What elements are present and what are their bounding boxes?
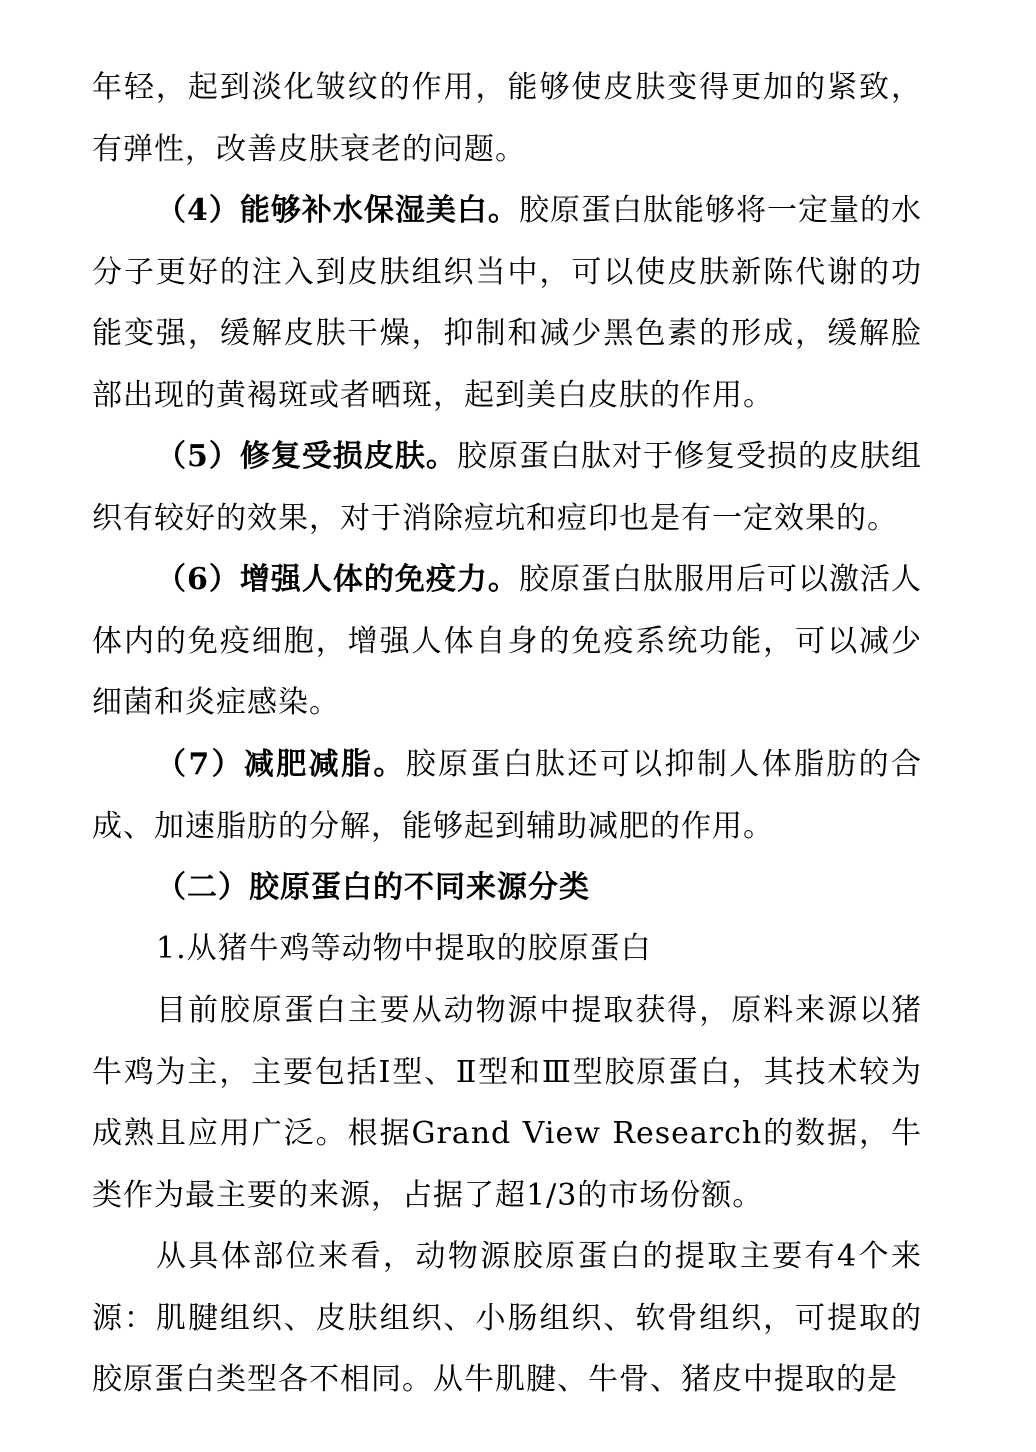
paragraph-heading: （7）减肥减脂。	[156, 747, 406, 782]
paragraph-immunity	[92, 549, 922, 734]
paragraph-repair-skin	[92, 426, 922, 549]
paragraph-text: 胶原蛋白肽服用后可以激活人体内的免疫细胞，增强人体自身的免疫系统功能，可以减少细菌和炎症感染。	[92, 562, 922, 720]
paragraph-heading: （6）增强人体的免疫力。	[156, 562, 519, 597]
section-heading: （二）胶原蛋白的不同来源分类	[156, 870, 590, 905]
paragraph-extraction-parts	[92, 1226, 922, 1411]
paragraph-text: 年轻，起到淡化皱纹的作用，能够使皮肤变得更加的紧致，有弹性，改善皮肤衰老的问题。	[92, 70, 922, 167]
paragraph-animal-sources	[92, 980, 922, 1226]
paragraph-weight-loss	[92, 734, 922, 857]
paragraph-heading: （4）能够补水保湿美白。	[156, 193, 519, 228]
paragraph-text: 胶原蛋白肽还可以抑制人体脂肪的合成、加速脂肪的分解，能够起到辅助减肥的作用。	[92, 747, 923, 844]
paragraph-text: 胶原蛋白肽能够将一定量的水分子更好的注入到皮肤组织当中，可以使皮肤新陈代谢的功能变强，缓解皮肤干燥，抑制和减少黑色素的形成，缓解脸部出现的黄褐斑或者晒斑，起到美白皮肤的作用。	[92, 193, 922, 413]
paragraph-skin-aging	[92, 57, 922, 180]
paragraph-heading: （5）修复受损皮肤。	[156, 439, 457, 474]
paragraph-text: 胶原蛋白肽对于修复受损的皮肤组织有较好的效果，对于消除痘坑和痘印也是有一定效果的。	[92, 439, 923, 536]
sub-heading: 1.从猪牛鸡等动物中提取的胶原蛋白	[156, 931, 652, 966]
paragraph-text: 目前胶原蛋白主要从动物源中提取获得，原料来源以猪牛鸡为主，主要包括Ⅰ型、Ⅱ型和Ⅲ型胶原蛋白，其技术较为成熟且应用广泛。根据Grand View Research的数据，牛类作为最主要的来源，占据了超1/3的市场份额。	[92, 993, 922, 1213]
paragraph-moisturize-whiten	[92, 180, 922, 426]
paragraph-text: 从具体部位来看，动物源胶原蛋白的提取主要有4个来源：肌腱组织、皮肤组织、小肠组织、软骨组织，可提取的胶原蛋白类型各不相同。从牛肌腱、牛骨、猪皮中提取的是	[92, 1239, 922, 1397]
